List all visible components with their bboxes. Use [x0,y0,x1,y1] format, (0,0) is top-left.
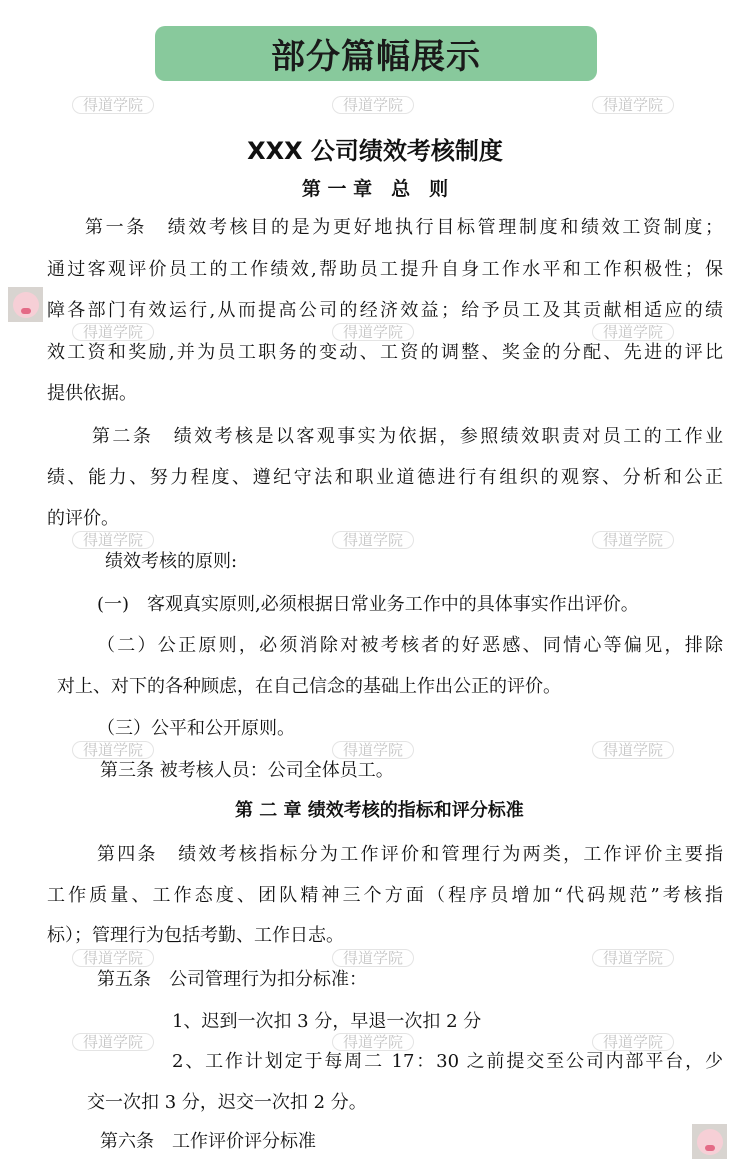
text-line: 第五条 公司管理行为扣分标准： [97,969,367,990]
text-line: 绩、能力、努力程度、遵纪守法和职业道德进行有组织的观察、分析和公正 [47,467,723,488]
text-line: 第六条 工作评价评分标准 [100,1131,316,1152]
watermark: 得道学院 [73,324,153,340]
text-line: 的评价。 [47,508,119,529]
watermark: 得道学院 [593,950,673,966]
watermark: 得道学院 [593,1034,673,1050]
watermark: 得道学院 [333,532,413,548]
watermark: 得道学院 [73,1034,153,1050]
watermark: 得道学院 [73,950,153,966]
text-line: 2、工作计划定于每周二 17：30 之前提交至公司内部平台，少 [172,1051,723,1072]
text-line: （三）公平和公开原则。 [97,718,295,739]
text-line: 交一次扣 3 分，迟交一次扣 2 分。 [87,1092,367,1113]
text-line: （二）公正原则，必须消除对被考核者的好恶感、同情心等偏见，排除 [97,635,723,656]
chapter-heading: 第 二 章 绩效考核的指标和评分标准 [235,800,524,821]
text-line: 第一条 绩效考核目的是为更好地执行目标管理制度和绩效工资制度； [85,217,723,238]
watermark: 得道学院 [73,532,153,548]
text-line: 1、迟到一次扣 3 分，早退一次扣 2 分 [172,1011,482,1032]
watermark: 得道学院 [593,532,673,548]
text-line: 效工资和奖励,并为员工职务的变动、工资的调整、奖金的分配、先进的评比 [47,342,723,363]
watermark: 得道学院 [73,97,153,113]
text-line: 第四条 绩效考核指标分为工作评价和管理行为两类，工作评价主要指 [97,844,723,865]
text-line: 提供依据。 [47,383,137,404]
text-line: (一) 客观真实原则,必须根据日常业务工作中的具体事实作出评价。 [97,594,639,615]
pig-sticker-icon [8,287,43,322]
watermark: 得道学院 [593,742,673,758]
text-line: 绩效考核的原则: [105,551,238,572]
section-banner: 部分篇幅展示 [155,26,597,81]
text-line: 障各部门有效运行,从而提高公司的经济效益；给予员工及其贡献相适应的绩 [47,300,723,321]
watermark: 得道学院 [333,1034,413,1050]
watermark: 得道学院 [593,324,673,340]
text-line: 通过客观评价员工的工作绩效,帮助员工提升自身工作水平和工作积极性；保 [47,259,723,280]
watermark: 得道学院 [73,742,153,758]
text-line: 第三条 被考核人员：公司全体员工。 [100,760,394,781]
text-line: 工作质量、工作态度、团队精神三个方面（程序员增加“代码规范”考核指 [47,885,723,906]
pig-sticker-icon [692,1124,727,1159]
watermark: 得道学院 [333,950,413,966]
watermark: 得道学院 [593,97,673,113]
chapter-heading: 第 一 章 总 则 [301,178,449,200]
watermark: 得道学院 [333,324,413,340]
watermark: 得道学院 [333,742,413,758]
watermark: 得道学院 [333,97,413,113]
text-line: 第二条 绩效考核是以客观事实为依据，参照绩效职责对员工的工作业 [92,426,723,447]
document-title: XXX 公司绩效考核制度 [247,137,503,165]
text-line: 对上、对下的各种顾虑，在自己信念的基础上作出公正的评价。 [57,676,561,697]
text-line: 标）；管理行为包括考勤、工作日志。 [47,925,344,946]
